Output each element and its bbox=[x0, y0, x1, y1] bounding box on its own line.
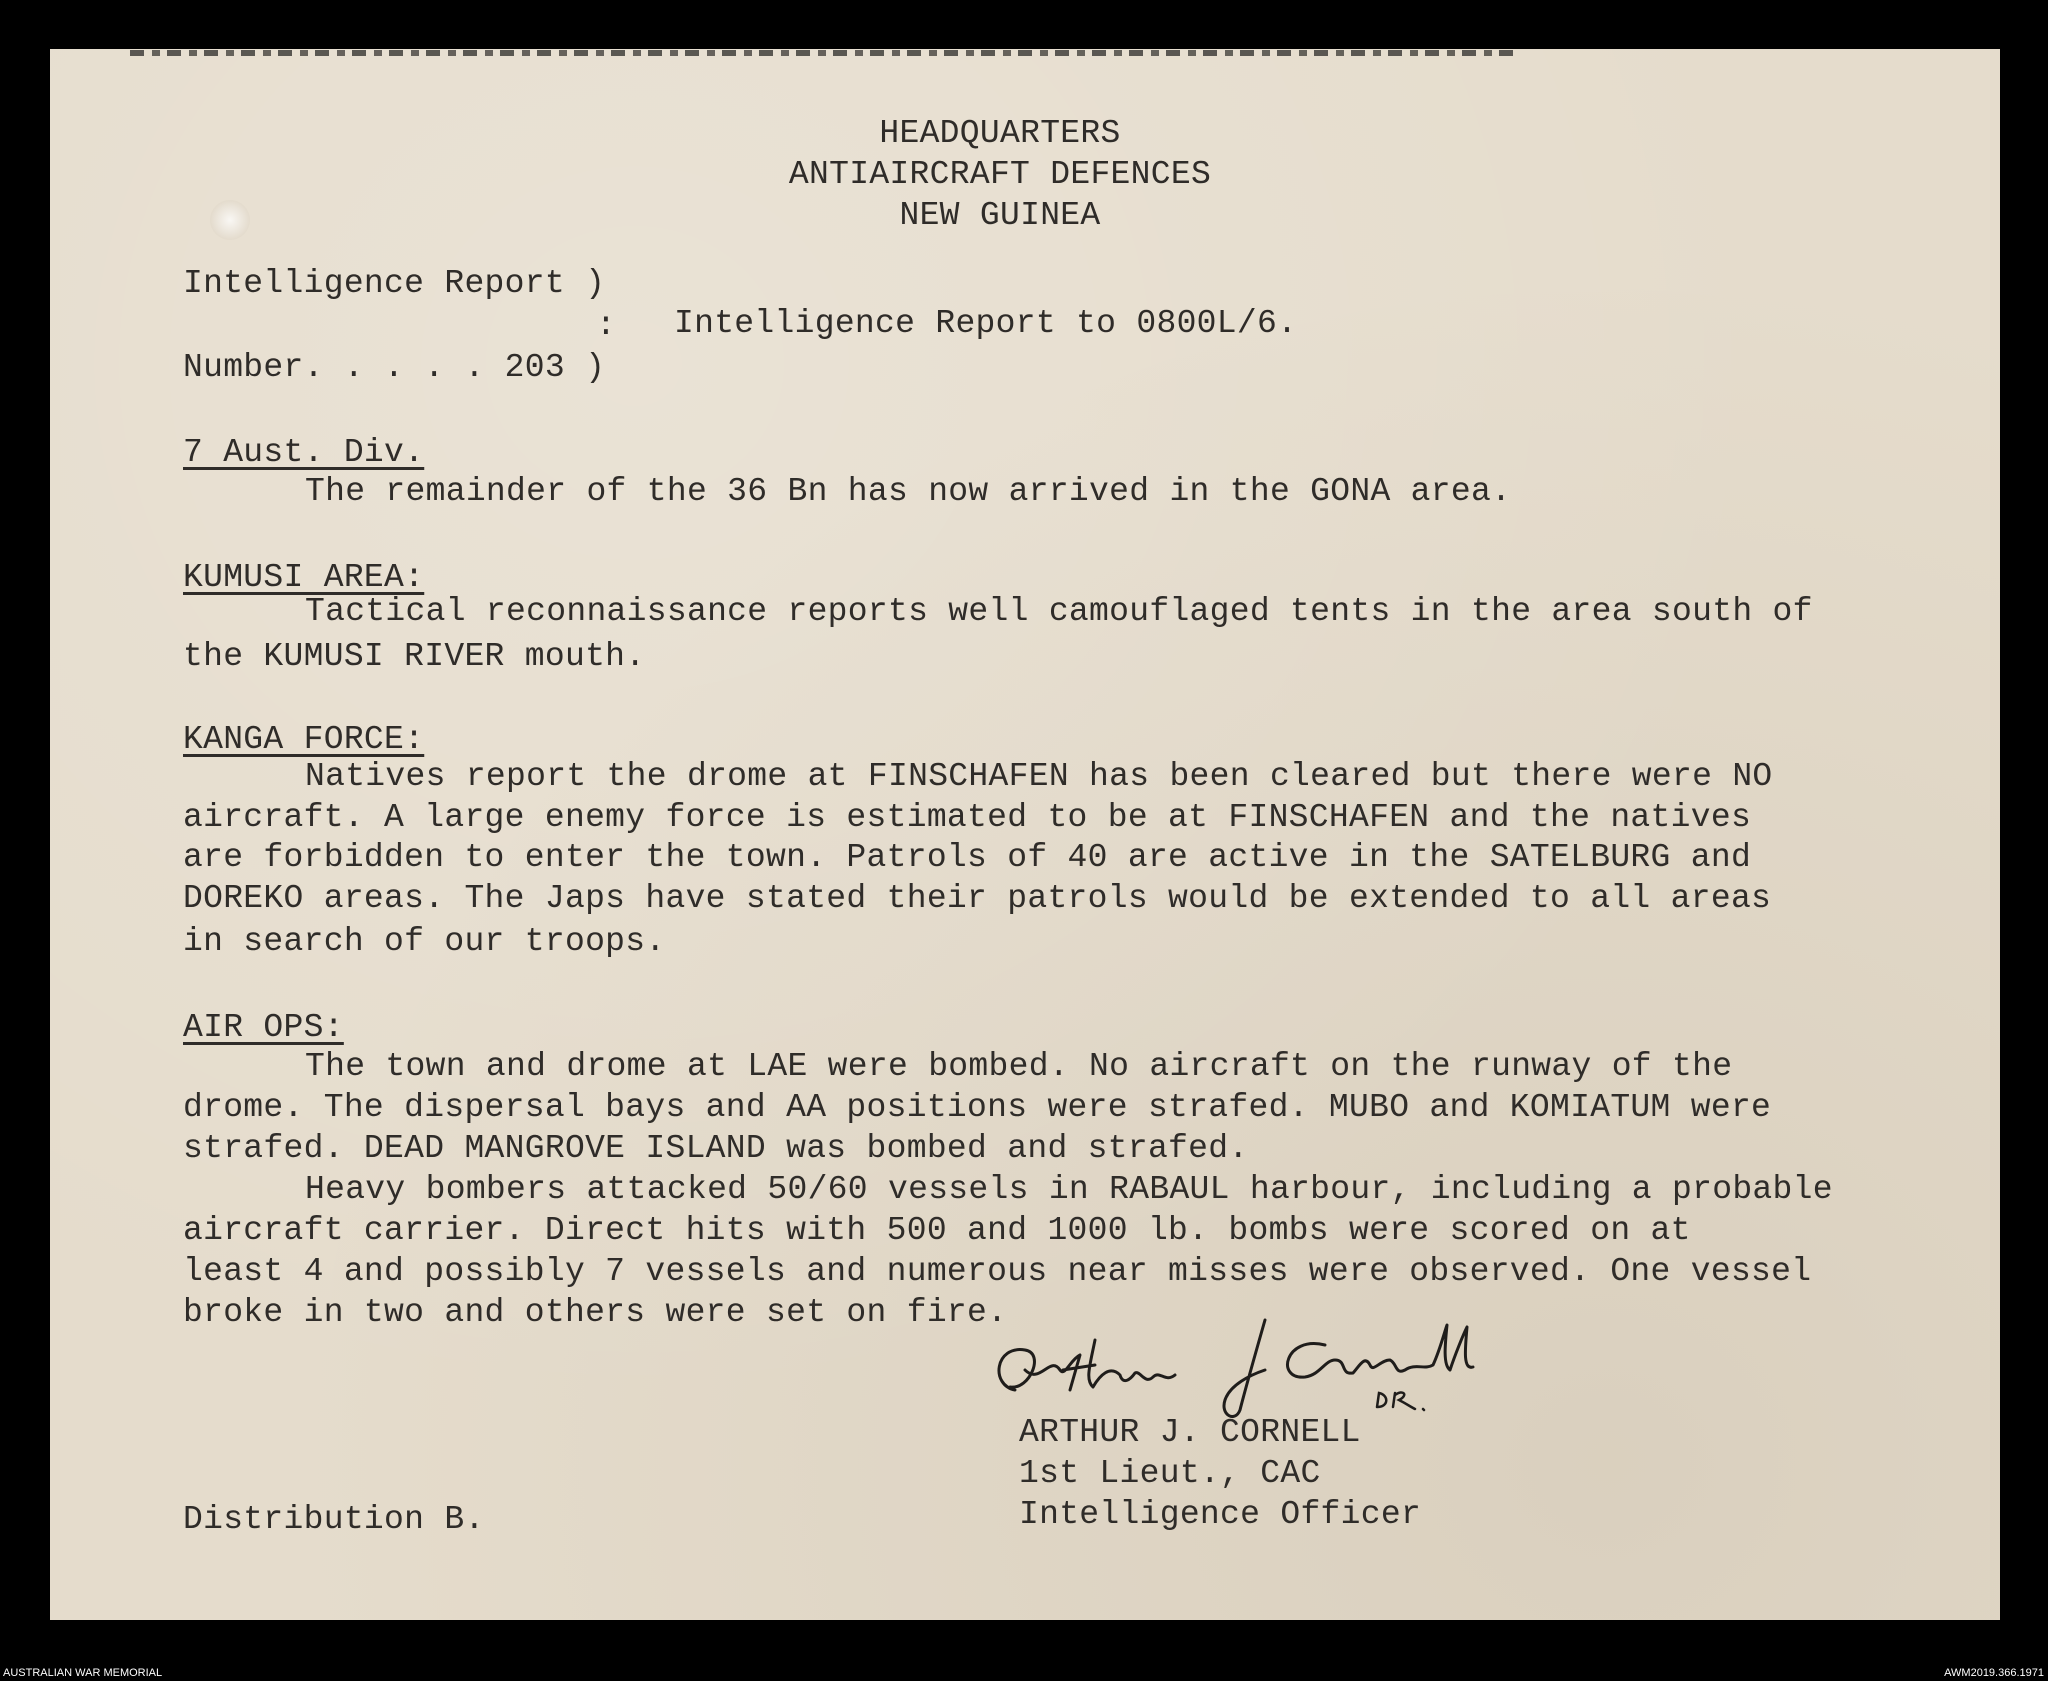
section-air-ops-line-1: The town and drome at LAE were bombed. No aircraft on the runway of the bbox=[305, 1048, 1733, 1085]
section-heading-kanga-force: KANGA FORCE: bbox=[183, 721, 425, 758]
section-air-ops-line-2: drome. The dispersal bays and AA positions were strafed. MUBO and KOMIATUM were bbox=[183, 1089, 1772, 1126]
section-kanga-line-5: in search of our troops. bbox=[183, 923, 666, 960]
torn-top-edge bbox=[130, 50, 1520, 56]
section-air-ops-line-3: strafed. DEAD MANGROVE ISLAND was bombed and strafed. bbox=[183, 1130, 1249, 1167]
header-line-2: ANTIAIRCRAFT DEFENCES bbox=[788, 156, 1212, 193]
section-kumusi-line-2: the KUMUSI RIVER mouth. bbox=[183, 638, 646, 675]
pin-hole-mark bbox=[210, 200, 250, 240]
section-air-ops-line-7: broke in two and others were set on fire. bbox=[183, 1294, 1008, 1331]
section-kanga-line-1: Natives report the drome at FINSCHAFEN has been cleared but there were NO bbox=[305, 758, 1773, 795]
header-line-1: HEADQUARTERS bbox=[879, 115, 1121, 152]
signatory-rank: 1st Lieut., CAC bbox=[1019, 1455, 1321, 1492]
report-label-line-1: Intelligence Report ) bbox=[183, 265, 606, 302]
section-air-ops-line-4: Heavy bombers attacked 50/60 vessels in RABAUL harbour, including a probable bbox=[305, 1171, 1833, 1208]
handwritten-signature bbox=[985, 1315, 1505, 1425]
section-kumusi-line-1: Tactical reconnaissance reports well camouflaged tents in the area south of bbox=[305, 593, 1813, 630]
archive-footer-right: AWM2019.366.1971 bbox=[1944, 1667, 2044, 1679]
section-7-aust-div-line-1: The remainder of the 36 Bn has now arrived in the GONA area. bbox=[305, 473, 1512, 510]
section-air-ops-line-6: least 4 and possibly 7 vessels and numerous near misses were observed. One vessel bbox=[183, 1253, 1812, 1290]
signatory-name: ARTHUR J. CORNELL bbox=[1019, 1414, 1361, 1451]
report-title: Intelligence Report to 0800L/6. bbox=[674, 305, 1298, 342]
section-heading-7-aust-div: 7 Aust. Div. bbox=[183, 434, 425, 471]
report-label-line-2: Number. . . . . 203 ) bbox=[183, 349, 606, 386]
distribution-note: Distribution B. bbox=[183, 1501, 485, 1538]
signatory-role: Intelligence Officer bbox=[1019, 1496, 1422, 1533]
archive-footer-left: AUSTRALIAN WAR MEMORIAL bbox=[3, 1667, 163, 1679]
section-kanga-line-2: aircraft. A large enemy force is estimated to be at FINSCHAFEN and the natives bbox=[183, 799, 1752, 836]
section-heading-air-ops: AIR OPS: bbox=[183, 1009, 344, 1046]
section-kanga-line-3: are forbidden to enter the town. Patrols of 40 are active in the SATELBURG and bbox=[183, 839, 1752, 876]
report-colon: : bbox=[596, 307, 617, 344]
section-heading-kumusi-area: KUMUSI AREA: bbox=[183, 559, 425, 596]
section-kanga-line-4: DOREKO areas. The Japs have stated their patrols would be extended to all areas bbox=[183, 880, 1772, 917]
section-air-ops-line-5: aircraft carrier. Direct hits with 500 and 1000 lb. bombs were scored on at bbox=[183, 1212, 1691, 1249]
header-line-3: NEW GUINEA bbox=[899, 197, 1101, 234]
